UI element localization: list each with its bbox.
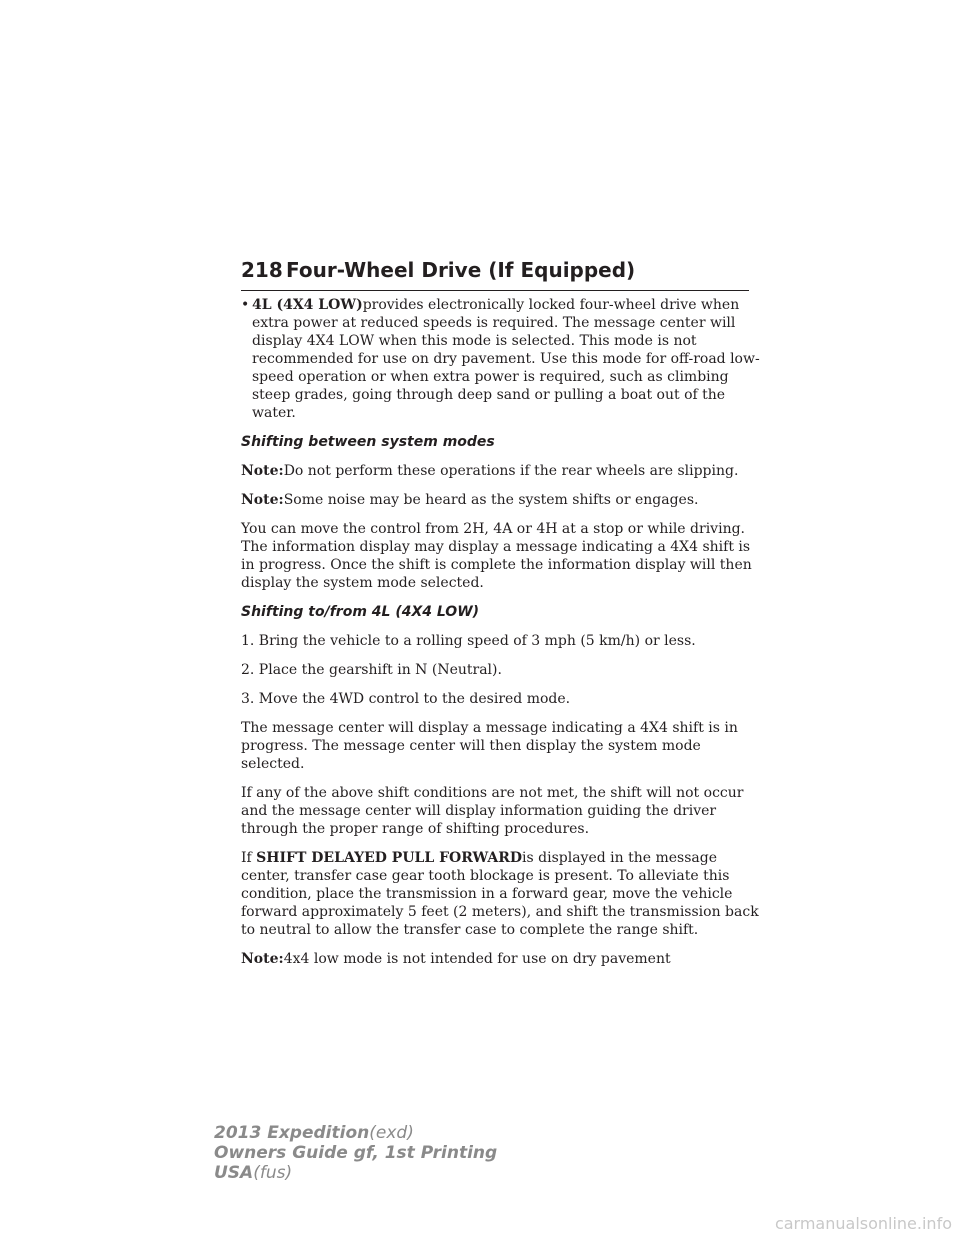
bullet-text [252, 296, 761, 422]
step-3: 3. Move the 4WD control to the desired mode. [241, 691, 571, 707]
note-text: Some noise may be heard as the system shifts or engages. [283, 492, 699, 508]
page-header [241, 256, 749, 291]
bullet-glyph: • [241, 297, 250, 313]
shift-text: is displayed in the message center, transfer case gear tooth blockage is present. To alleviate this condition, place the transmission in a forward gear, move the vehicle forward approximately 5 feet (2 meters), and shift the transmission back to neutral to allow the transfer case to complete the range shift. [241, 850, 759, 938]
bullet-description: provides electronically locked four-wheel drive when extra power at reduced speeds is required. The message center will display 4X4 LOW when this mode is selected. This mode is not recommended for use on dry pavement. Use this mode for off-road low-speed operation or when extra power is required, such as climbing steep grades, going through deep sand or pulling a boat out of the water. [252, 297, 760, 421]
shift-message: SHIFT DELAYED PULL FORWARD [256, 850, 523, 866]
note-rear-wheels [241, 462, 761, 480]
step-2: 2. Place the gearshift in N (Neutral). [241, 662, 502, 678]
note-label: Note: [241, 492, 284, 508]
watermark: carmanualsonline.info [774, 1214, 952, 1233]
note-label: Note: [241, 951, 284, 967]
footer-line-market [214, 1163, 497, 1183]
paragraph-conditions: If any of the above shift conditions are not met, the shift will not occur and the message center will display information guiding the driver through the proper range of shifting procedures. [241, 785, 744, 837]
note-text: 4x4 low mode is not intended for use on dry pavement [283, 951, 671, 967]
shift-prefix: If [241, 850, 257, 866]
bullet-item-4l [241, 296, 761, 422]
step-1: 1. Bring the vehicle to a rolling speed of 3 mph (5 km/h) or less. [241, 633, 696, 649]
paragraph-message-center: The message center will display a message indicating a 4X4 shift is in progress. The message center will then display the system mode selected. [241, 720, 738, 772]
page-number: 218 [241, 258, 283, 282]
footer-line-model [214, 1123, 497, 1143]
paragraph-shift-delayed [241, 849, 761, 939]
section-heading-system-modes: Shifting between system modes [241, 434, 495, 450]
note-text: Do not perform these operations if the rear wheels are slipping. [283, 463, 739, 479]
page-title: Four-Wheel Drive (If Equipped) [286, 258, 636, 282]
footer-line-guide: Owners Guide gf, 1st Printing [214, 1143, 498, 1163]
note-dry-pavement [241, 950, 761, 968]
page-content [241, 296, 761, 979]
paragraph-control: You can move the control from 2H, 4A or 4H at a stop or while driving. The information display may display a message indicating a 4X4 shift is in progress. Once the shift is complete the information display will then display the system mode selected. [241, 521, 752, 591]
footer-market: USA [214, 1163, 254, 1183]
note-noise [241, 491, 761, 509]
footer-market-code: (fus) [253, 1163, 293, 1183]
section-heading-4l: Shifting to/from 4L (4X4 LOW) [241, 604, 480, 620]
footer-model: 2013 Expedition [214, 1123, 370, 1143]
footer-model-code: (exd) [369, 1123, 414, 1143]
print-footer [214, 1123, 497, 1183]
bullet-label: 4L (4X4 LOW) [252, 297, 363, 313]
note-label: Note: [241, 463, 284, 479]
